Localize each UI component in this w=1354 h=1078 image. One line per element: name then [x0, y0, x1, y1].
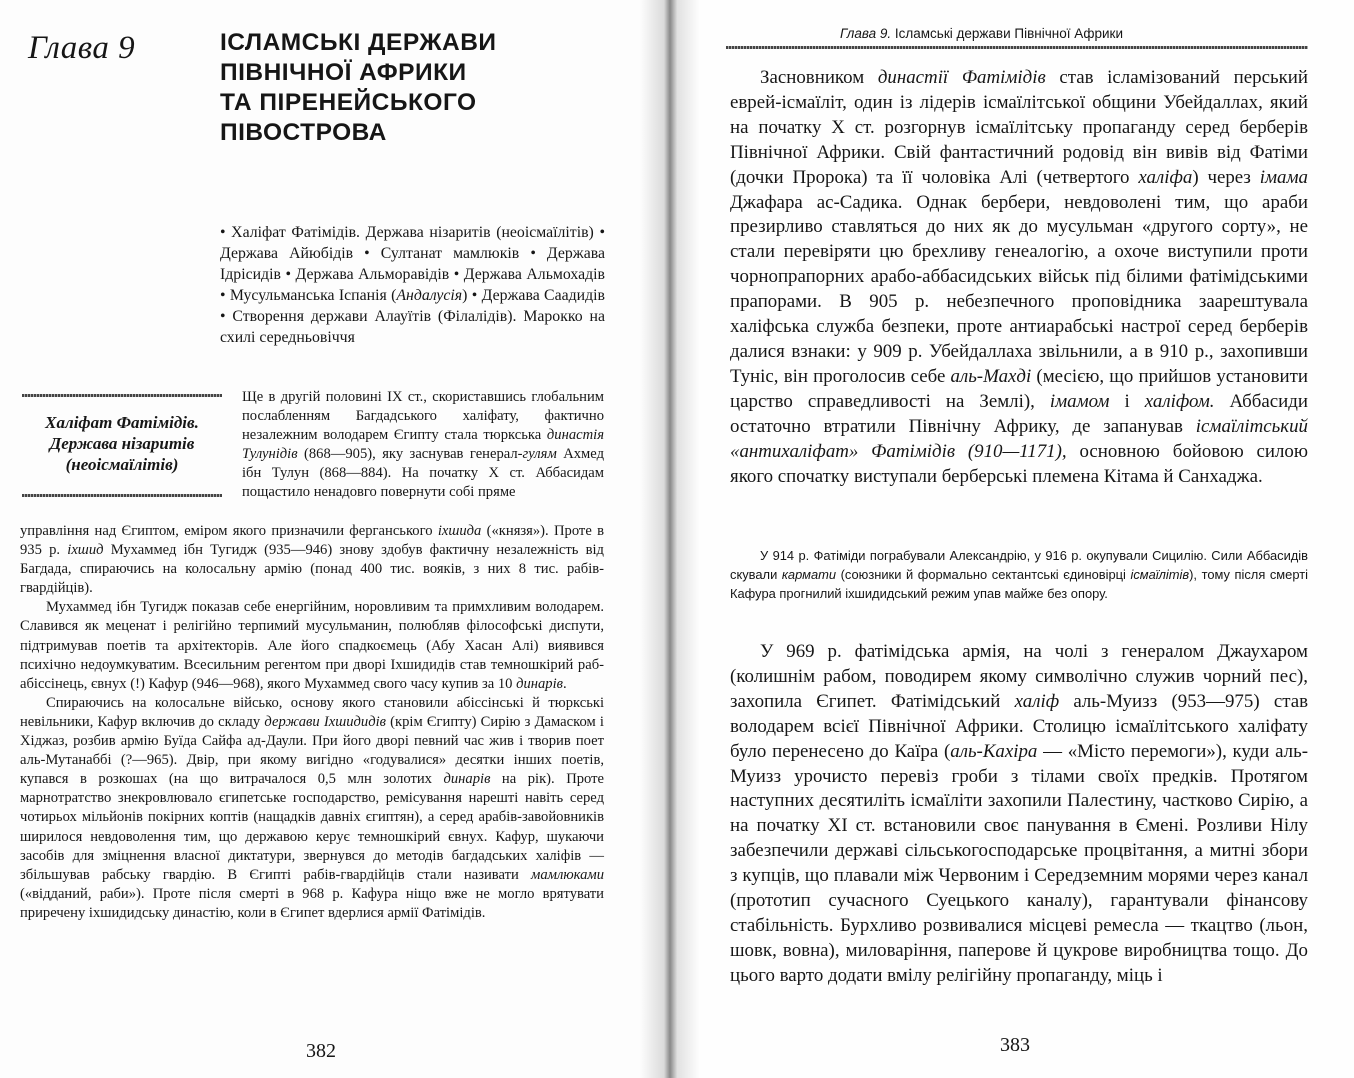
- para-text: Спираючись на колосальне військо, основу якого становили абіссінські й тюркські невільники, Кафур включив до складу: [20, 694, 604, 730]
- chapter-title: [220, 28, 560, 148]
- para-text: став ісламізований перський еврей-ісмаїліт, один із лідерів ісмаїлітської общини Убейдаллах, який на початку X ст. розгорнув ісмаїлітську пропаганду серед берберів Північної Африки. Свій фантастичний родовід він вивів від Фатіми (дочки Пророка) та її чоловіка Алі (четвертого: [730, 67, 1308, 188]
- para-text: аль-Муизз (953—975) став володарем всієї Північної Африки. Столицю ісмаїлітського халіфату було перенесено до Каїра (: [730, 690, 1308, 762]
- para-text: Аббасиди остаточно втратили Північну Африку, де запанував: [730, 390, 1309, 437]
- running-head: [840, 26, 1300, 41]
- intro-italic: династія Тулунідів: [242, 427, 604, 463]
- note-paragraph: [730, 546, 1308, 603]
- intro-text: Ще в другій половині IX ст., скориставшись глобальним послабленням Багдадського халіфату, фактично незалежним володарем Єгипту стала тюркська: [242, 389, 604, 444]
- para-italic: динарів: [516, 675, 563, 692]
- chapter-label: Глава 9: [28, 30, 136, 66]
- para-italic: іхшида: [437, 523, 482, 539]
- page-number: 383: [1000, 1034, 1030, 1056]
- para-text: Мухаммед ібн Тугидж показав себе енергійним, норовливим та примхливим володарем. Славився як меценат і релігійно терпимий мусульманин, полюбляв філософські диспути, підтримував поетів та архітекторів. Але його спадкоємець (Абу Хасан Алі) виявився психічно недоумкуватим. Всесильним регентом при дворі Іхшидидів став темношкірий раб-абіссінець, євнух (!) Кафур (946—968), якого Мухаммед свого часу купив за 10: [20, 599, 604, 692]
- section-rule-bottom: [22, 494, 222, 497]
- para-text: управління над Єгиптом, еміром якого призначили ферганського: [20, 523, 438, 539]
- para-italic: держави Іхшидидів: [264, 713, 386, 730]
- chapter-topics: [220, 222, 605, 348]
- paragraph: [730, 640, 1308, 989]
- para-text: У 969 р. фатімідська армія, на чолі з генералом Джаухаром (колишнім рабом, поводирем якому символічно служив чорний пес), захопила Єгипет. Фатімідський: [730, 641, 1308, 712]
- para-text: Джафара ас-Садика. Однак бербери, невдоволені тим, що араби презирливо ставляться до них як до мусульман «другого сорту», не стали перевіряти цю брехливу генеалогію, а охоче виступили проти чорнопрапорних арабо-аббасидських військ під білими фатімідськими прапорами. В 905 р. небезпечного проповідника заарештувала халіфська служба безпеки, проте антиарабські настрої серед берберів далися взнаки: у 909 р. Убейдаллаха звільнили, а в 910 р., захопивши Туніс, він проголосив себе: [730, 191, 1308, 387]
- para-text: Мухаммед ібн Тугидж (935—946) знову здобув фактичну незалежність від Багдада, спираючись на колосальну армію (понад 400 тис. вояків, з них 8 тис. рабів-гвардійців).: [20, 542, 604, 597]
- note-italic: ісмаїлітів: [1130, 567, 1190, 582]
- topics-text: • Халіфат Фатімідів. Держава нізаритів (неоісмаїлітів) • Держава Айюбідів • Султанат мамлюків • Держава Ідрісидів • Держава Альморавідів • Держава Альмохадів • Мусульманська Іспанія (: [220, 224, 605, 304]
- para-italic: халіфа: [1138, 166, 1193, 188]
- para-text: на рік). Проте марнотратство знекровлювало єгипетське господарство, ремісування нарешті навіть серед чотирьох мільйонів покірних коптів (нащадків давніх єгиптян), а серед арабів-завойовників ширилося невдоволення тим, що державою керує темношкірий євнух. Кафур, шукаючи засобів для зміцнення власної диктатури, звернувся до методів багдадських халіфів — збільшував рабську гвардію. В Єгипті рабів-гвардійців стали називати: [20, 771, 605, 883]
- para-text: .: [563, 675, 567, 692]
- intro-text: (868—905), яку заснував генерал-: [297, 446, 523, 463]
- note-text: У 914 р. Фатіміди пограбували Александрію, у 916 р. окупували Сицилію. Сили Аббасидів скували: [730, 548, 1308, 582]
- chapter-title-line: ТА ПІРЕНЕЙСЬКОГО: [220, 89, 477, 116]
- paragraph: [730, 66, 1308, 489]
- para-text: — «Місто перемоги»), куди аль-Муизз урочисто перевіз гроби з тілами своїх предків. Протягом наступних десятиліть ісмаїліти захопили Палестину, частково Сирію, а на початку XI ст. встановили своє панування в Ємені. Розливи Нілу забезпечили державі сільськогосподарське процвітання, а митні збори з купців, що плавали між Червоним і Середземним морями через канал (прототип сучасного Суецького каналу), гарантували фінансову стабільність. Бурхливо розвивалися місцеві ремесла — ткацтво (льон, шовк, вовна), миловаріння, паперове й цукрове виробництва тощо. До цього варто додати вмілу релігійну пропаганду, міць і: [730, 740, 1309, 986]
- section-heading: Халіфат Фатімідів. Держава нізаритів (неоісмаїлітів): [45, 413, 199, 474]
- para-italic: іхшид: [67, 542, 104, 559]
- note-italic: кармати: [781, 567, 837, 582]
- para-italic: імамом: [1049, 390, 1110, 412]
- page-number: 382: [306, 1040, 336, 1062]
- para-italic: ісмаїлітський «антихаліфат» Фатімідів (910—1171),: [730, 415, 1308, 462]
- para-italic: імама: [1259, 166, 1308, 188]
- para-text: (крім Єгипту) Сирію з Дамаском і Хіджаз, розбив армію Буїда Сайфа ад-Даули. При його дворі певний час жив і творив поет аль-Мутанаббі (?—965). Двір, при якому вигідно «годувалися» десятки інших поетів, купався в розкошах (на що витрачалося 0,5 млн золотих: [20, 713, 604, 788]
- intro-text: Ахмед ібн Тулун (868—884). На початку X ст. Аббасидам пощастило ненадовго повернути собі пряме: [242, 446, 604, 501]
- paragraph: [20, 694, 604, 923]
- topics-text: ) • Держава Саадидів • Створення держави Алауїтів (Філалідів). Марокко на схилі середньовіччя: [220, 287, 605, 346]
- section-intro: [242, 388, 604, 503]
- intro-italic: гулям: [522, 446, 557, 463]
- chapter-title-line: ПІВНІЧНОЇ АФРИКИ: [220, 59, 467, 86]
- left-body: [20, 522, 604, 923]
- paragraph: [20, 522, 604, 598]
- para-text: («відданий, раби»). Проте після смерті в 968 р. Кафура ніщо вже не могло врятувати приречену іхшидидську династію, коли в Єгипет вдерлися армії Фатімідів.: [20, 885, 604, 921]
- para-italic: динарів: [443, 771, 491, 788]
- para-italic: мамлюками: [531, 866, 604, 883]
- running-head-rule: [726, 46, 1308, 49]
- note-text: ), тому після смерті Кафура прогнилий іхшидидський режим упав майже без опору.: [730, 567, 1308, 601]
- para-italic: династії Фатімідів: [877, 67, 1046, 88]
- para-text: ) через: [1192, 166, 1260, 188]
- para-text: основною бойовою силою якого спочатку виступали берберські племена Кітама й Санхаджа.: [730, 440, 1308, 487]
- para-italic: аль-Махді: [950, 365, 1032, 387]
- paragraph: [20, 598, 604, 693]
- para-italic: халіф: [1014, 690, 1060, 712]
- para-text: («князя»). Проте в 935 р.: [20, 523, 604, 559]
- topics-italic: Андалусія: [396, 287, 463, 304]
- para-italic: аль-Кахіра: [950, 740, 1038, 762]
- para-italic: халіфом.: [1144, 390, 1215, 412]
- left-page: [0, 0, 668, 1078]
- para-text: і: [1109, 390, 1145, 412]
- note-text: (союзники й формально сектантські єдиновірці: [836, 567, 1131, 582]
- chapter-title-line: ПІВОСТРОВА: [220, 119, 387, 146]
- section-rule-top: [22, 394, 222, 397]
- running-head-chapter: Глава 9.: [840, 26, 892, 41]
- para-text: Засновником: [760, 67, 878, 88]
- running-head-title: Ісламські держави Північної Африки: [891, 26, 1123, 41]
- para-text: (месією, що прийшов установити царство справедливості на Землі),: [730, 365, 1308, 412]
- chapter-title-line: ІСЛАМСЬКІ ДЕРЖАВИ: [220, 29, 497, 56]
